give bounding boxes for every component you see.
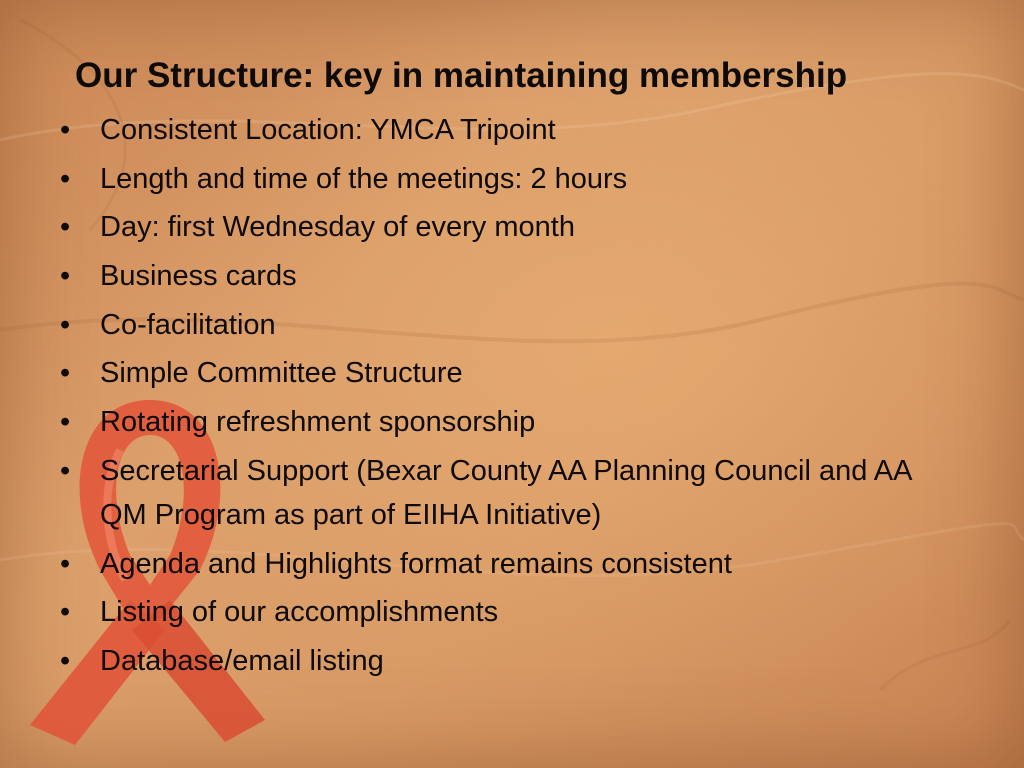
list-item: [58, 449, 958, 537]
list-item-text: Consistent Location: YMCA Tripoint: [100, 114, 556, 146]
list-item: [58, 590, 958, 634]
list-item-text: Listing of our accomplishments: [100, 596, 499, 629]
list-item-text: Day: first Wednesday of every month: [100, 211, 575, 244]
list-item-text: Rotating refreshment sponsorship: [100, 406, 536, 439]
bullet-icon: •: [60, 260, 71, 293]
list-item-text: Co-facilitation: [100, 308, 276, 341]
list-item-text: Simple Committee Structure: [100, 357, 463, 390]
bullet-icon: •: [60, 454, 71, 487]
bullet-icon: •: [60, 162, 71, 195]
bullet-icon: •: [60, 644, 71, 677]
list-item: [58, 639, 958, 683]
list-item: [58, 108, 958, 152]
list-item-text: Length and time of the meetings: 2 hours: [100, 162, 628, 195]
slide-title: Our Structure: key in maintaining membership: [75, 56, 848, 95]
list-item-text: Database/email listing: [100, 644, 384, 677]
bullet-icon: •: [60, 406, 71, 439]
list-item-text: Secretarial Support (Bexar County AA Planning Council and AA QM Program as part of EIIHA Initiative): [100, 454, 911, 531]
bullet-icon: •: [60, 211, 71, 244]
bullet-icon: •: [60, 308, 71, 341]
list-item: [58, 542, 958, 586]
list-item: [58, 157, 958, 201]
bullet-icon: •: [60, 547, 71, 580]
bullet-icon: •: [60, 114, 71, 146]
list-item: [58, 400, 958, 444]
list-item: [58, 351, 958, 395]
list-item-text: Business cards: [100, 260, 297, 293]
bullet-list: [58, 108, 958, 688]
list-item: [58, 254, 958, 298]
list-item: [58, 303, 958, 347]
list-item: [58, 205, 958, 249]
bullet-icon: •: [60, 357, 71, 390]
list-item-text: Agenda and Highlights format remains consistent: [100, 547, 732, 580]
bullet-icon: •: [60, 596, 71, 629]
